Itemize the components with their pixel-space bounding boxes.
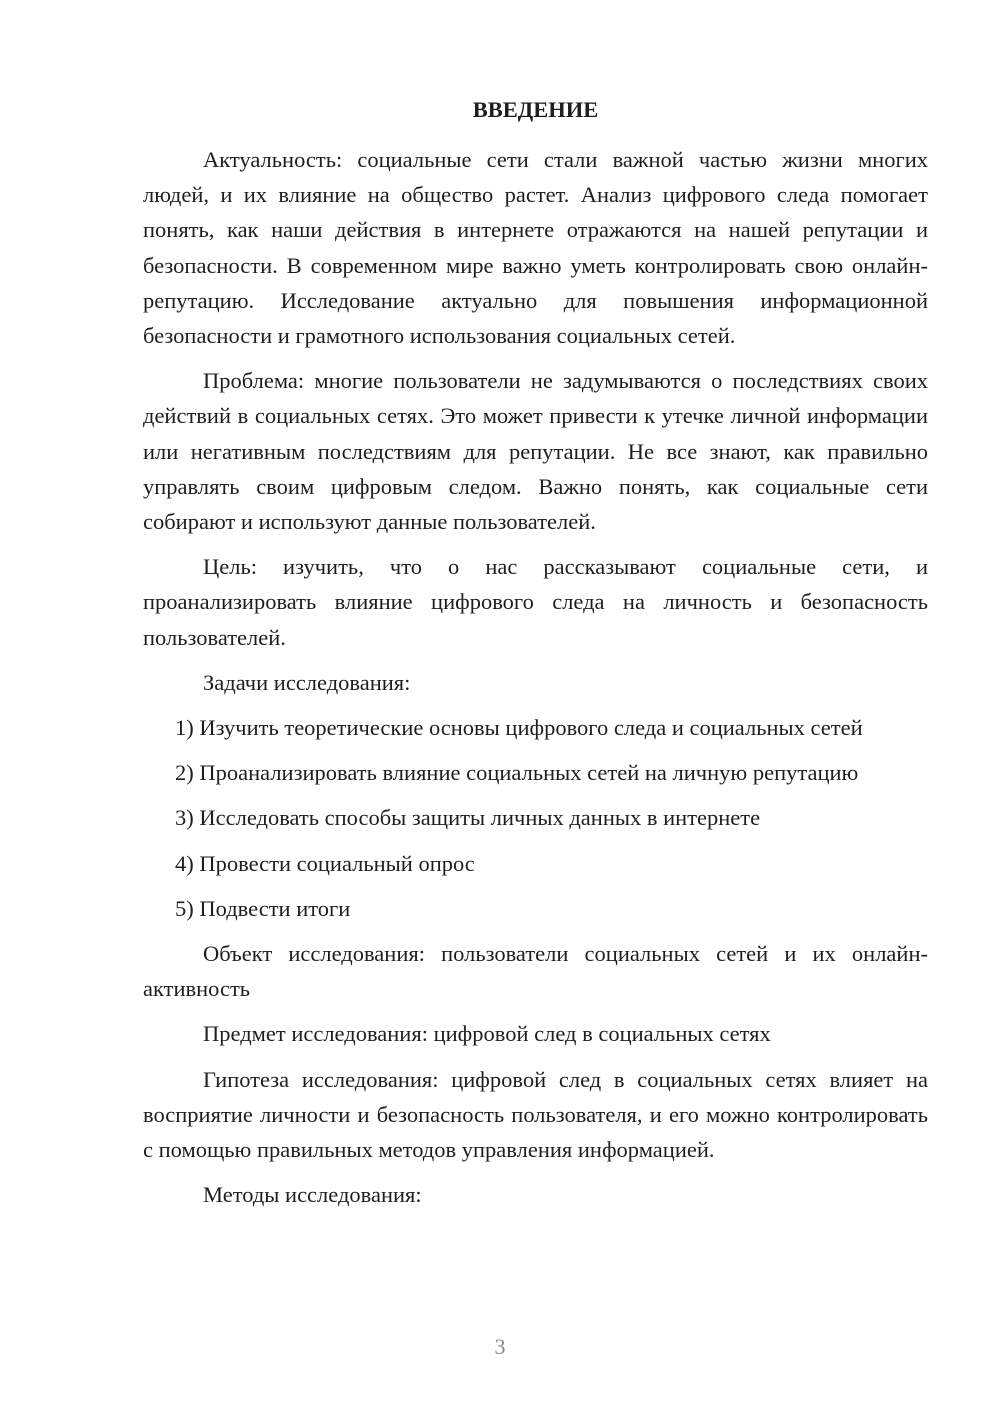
object-paragraph: Объект исследования: пользователи социальных сетей и их онлайн-активность — [143, 941, 928, 1002]
document-page — [143, 92, 928, 1222]
page-number: 3 — [494, 1334, 506, 1359]
subject-paragraph: Предмет исследования: цифровой след в социальных сетях — [203, 1021, 771, 1047]
task-item-5: 5) Подвести итоги — [175, 895, 351, 921]
section-title: ВВЕДЕНИЕ — [472, 97, 599, 122]
hypothesis-paragraph: Гипотеза исследования: цифровой след в социальных сетях влияет на восприятие личности и безопасность пользователя, и его можно контролировать с помощью правильных методов управления информацией. — [143, 1066, 928, 1163]
tasks-heading: Задачи исследования: — [203, 669, 411, 695]
methods-heading: Методы исследования: — [203, 1182, 422, 1208]
relevance-paragraph: Актуальность: социальные сети стали важной частью жизни многих людей, и их влияние на общество растет. Анализ цифрового следа помогает понять, как наши действия в интернете отражаются на нашей репутации и безопасности. В современном мире важно уметь контролировать свою онлайн-репутацию. Исследование актуально для повышения информационной безопасности и грамотного использования социальных сетей. — [143, 147, 928, 349]
task-item-2: 2) Проанализировать влияние социальных сетей на личную репутацию — [175, 760, 859, 786]
task-item-4: 4) Провести социальный опрос — [175, 850, 475, 876]
problem-paragraph: Проблема: многие пользователи не задумываются о последствиях своих действий в социальных сетях. Это может привести к утечке личной информации или негативным последствиям для репутации. Не все знают, как правильно управлять своим цифровым следом. Важно понять, как социальные сети собирают и используют данные пользователей. — [143, 368, 928, 535]
task-item-1: 1) Изучить теоретические основы цифрового следа и социальных сетей — [175, 715, 863, 741]
task-item-3: 3) Исследовать способы защиты личных данных в интернете — [175, 805, 761, 831]
goal-paragraph: Цель: изучить, что о нас рассказывают социальные сети, и проанализировать влияние цифрового следа на личность и безопасность пользователей. — [143, 554, 928, 650]
